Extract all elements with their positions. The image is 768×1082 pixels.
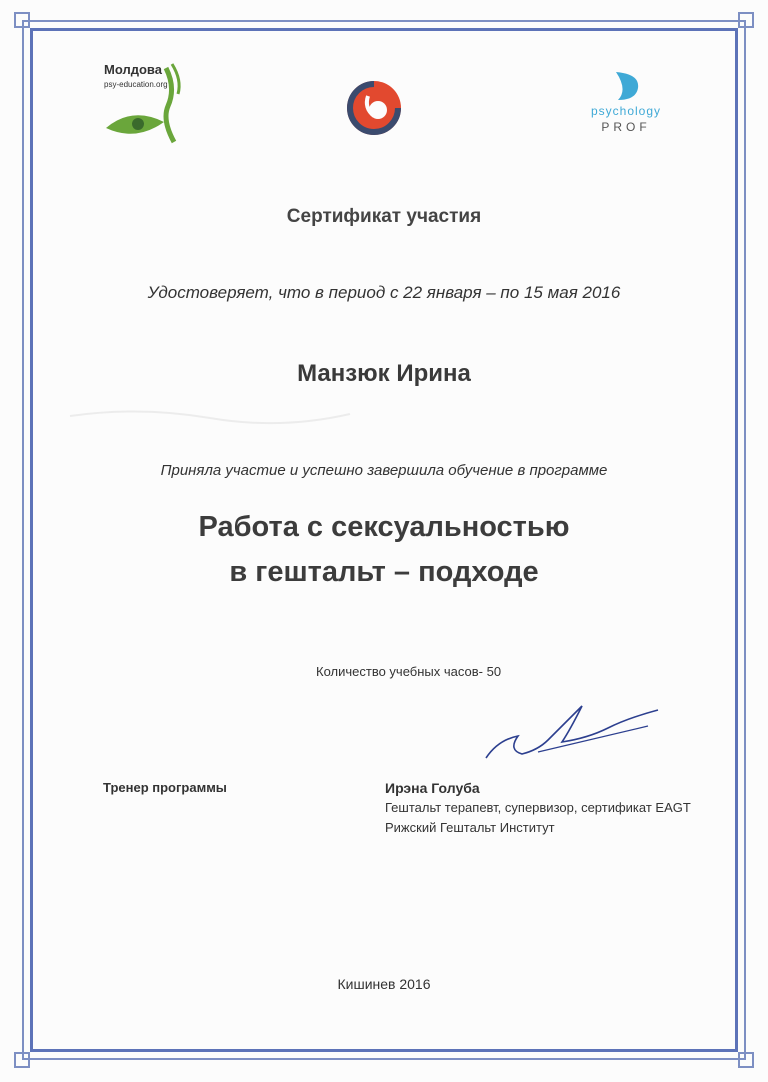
- logo-site-text: psy-education.org: [104, 80, 168, 89]
- scan-smudge: [60, 396, 360, 436]
- participant-name: Манзюк Ирина: [297, 360, 471, 387]
- trainer-role: Гештальт терапевт, супервизор, сертификат EAGT: [385, 800, 691, 815]
- trainer-info: [385, 778, 691, 838]
- trainer-institute: Рижский Гештальт Институт: [385, 820, 555, 835]
- program-title-line2: в гештальт – подходе: [229, 556, 539, 588]
- certificate-subtitle: Удостоверяет, что в период с 22 января – по 15 мая 2016: [147, 283, 621, 302]
- corner-ornament: [738, 1052, 754, 1068]
- spiral-logo-icon: [344, 78, 404, 138]
- spiral-logo: [344, 78, 404, 138]
- corner-ornament: [14, 1052, 30, 1068]
- study-hours: Количество учебных часов- 50: [316, 664, 502, 679]
- logo-brand-text: Молдова: [104, 62, 162, 77]
- trainer-name: Ирэна Голуба: [385, 780, 480, 796]
- program-title-line1: Работа с сексуальностью: [198, 511, 570, 543]
- eye-logo-icon: [102, 58, 192, 146]
- logo-psychology-text: psychology: [590, 104, 662, 118]
- location-year: Кишинев 2016: [337, 976, 431, 992]
- trainer-label: Тренер программы: [103, 780, 227, 795]
- corner-ornament: [14, 12, 30, 28]
- corner-ornament: [738, 12, 754, 28]
- psychology-prof-logo: [586, 70, 666, 140]
- program-title: [0, 505, 768, 595]
- signature-image: [478, 700, 662, 764]
- completion-text: Приняла участие и успешно завершила обучение в программе: [160, 462, 608, 479]
- psychology-d-icon: [612, 70, 642, 102]
- certificate-title: Сертификат участия: [286, 206, 482, 227]
- moldova-logo: [102, 58, 192, 146]
- logo-prof-text: PROF: [601, 120, 651, 134]
